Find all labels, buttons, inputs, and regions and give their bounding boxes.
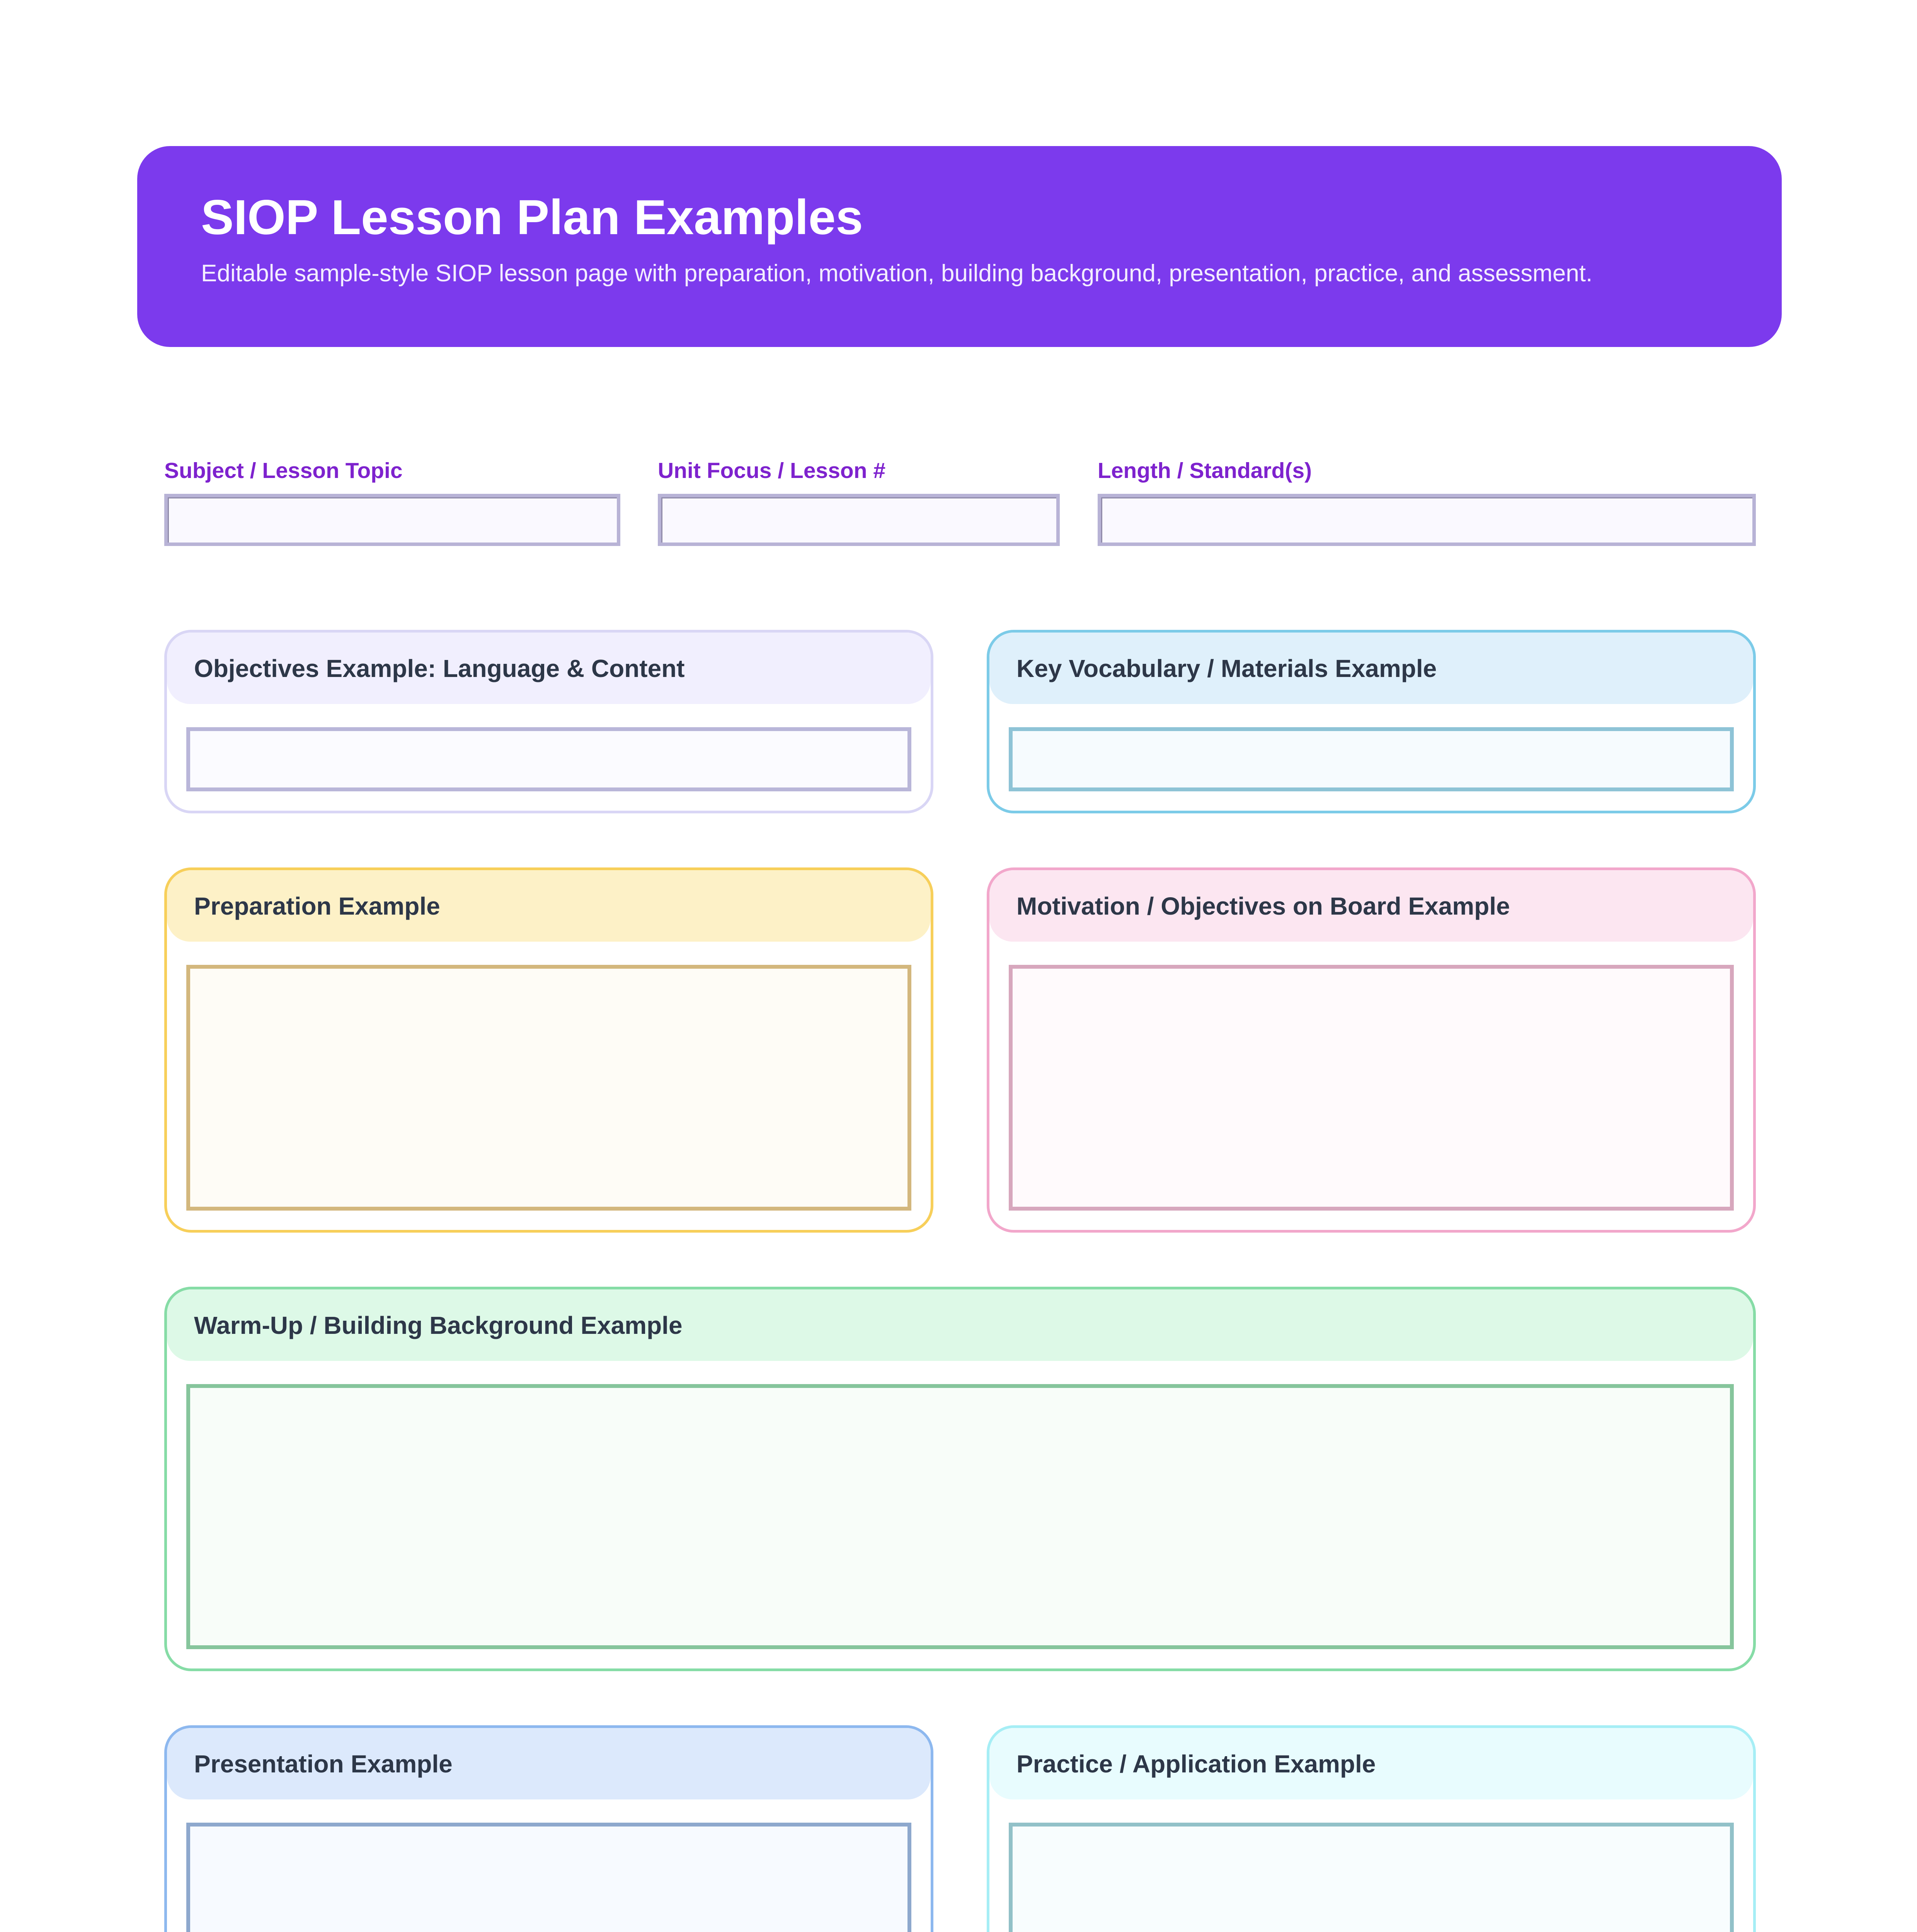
warmup-heading: Warm-Up / Building Background Example: [167, 1289, 1753, 1361]
subject-topic-field[interactable]: [164, 494, 620, 546]
warmup-input[interactable]: [186, 1384, 1734, 1649]
presentation-input[interactable]: [186, 1823, 911, 1932]
unit-focus-label: Unit Focus / Lesson #: [658, 458, 886, 483]
objectives-heading: Objectives Example: Language & Content: [167, 633, 931, 704]
page-title: SIOP Lesson Plan Examples: [201, 190, 863, 245]
length-standards-field[interactable]: [1098, 494, 1756, 546]
unit-focus-field[interactable]: [658, 494, 1060, 546]
page-subtitle: Editable sample-style SIOP lesson page with preparation, motivation, building background, presentation, practice, and assessment.: [201, 260, 1593, 287]
preparation-input[interactable]: [186, 965, 911, 1211]
motivation-card: [987, 867, 1756, 1233]
motivation-input[interactable]: [1009, 965, 1734, 1211]
warmup-card: [164, 1287, 1756, 1671]
preparation-card: [164, 867, 933, 1233]
preparation-heading: Preparation Example: [167, 870, 931, 942]
presentation-card: [164, 1725, 933, 1932]
practice-card: [987, 1725, 1756, 1932]
presentation-heading: Presentation Example: [167, 1728, 931, 1799]
practice-heading: Practice / Application Example: [989, 1728, 1753, 1799]
motivation-heading: Motivation / Objectives on Board Example: [989, 870, 1753, 942]
objectives-input[interactable]: [186, 727, 911, 791]
vocabulary-input[interactable]: [1009, 727, 1734, 791]
objectives-card: [164, 630, 933, 813]
subject-topic-label: Subject / Lesson Topic: [164, 458, 403, 483]
vocabulary-card: [987, 630, 1756, 813]
length-standards-label: Length / Standard(s): [1098, 458, 1312, 483]
vocabulary-heading: Key Vocabulary / Materials Example: [989, 633, 1753, 704]
practice-input[interactable]: [1009, 1823, 1734, 1932]
page-header: [137, 146, 1782, 347]
